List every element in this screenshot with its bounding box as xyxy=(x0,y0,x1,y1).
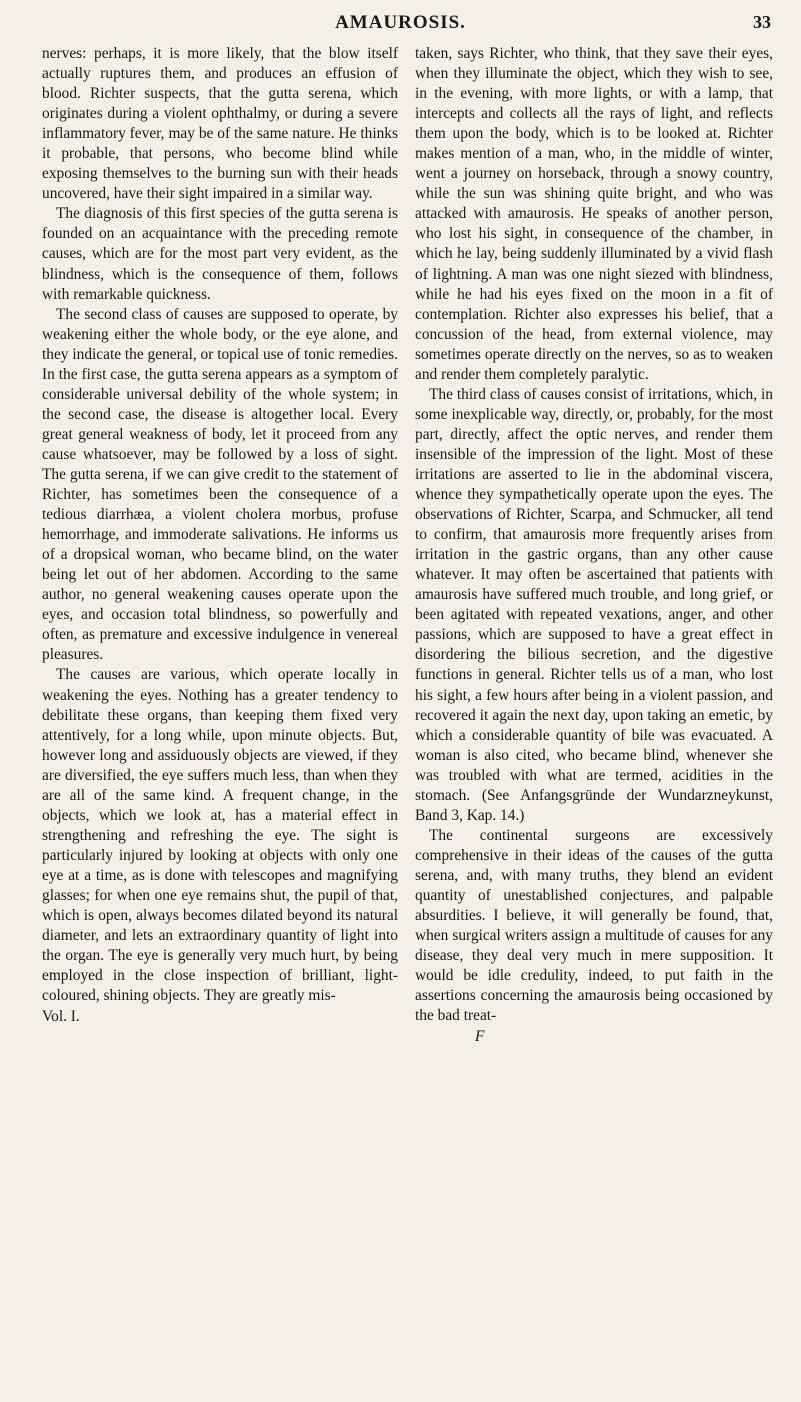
paragraph: The causes are various, which operate locally in weakening the eyes. Nothing has a greater tendency to debilitate these organs, than keeping them fixed very attentively, for a long while, upon minute objects. But, however long and assiduously objects are viewed, if they are diversified, the eye suffers much less, than when they are all of the same kind. A frequent change, in the objects, which we look at, has a material effect in strengthening and refreshing the eye. The sight is particularly injured by looking at objects with only one eye at a time, as is done with telescopes and magnifying glasses; for when one eye remains shut, the pupil of that, which is open, always becomes dilated beyond its natural diameter, and lets an extraordinary quantity of light into the organ. The eye is generally very much hurt, by being employed in the close inspection of brilliant, light-coloured, shining objects. They are greatly mis- xyxy=(42,666,398,1005)
paragraph: The continental surgeons are excessively comprehensive in their ideas of the causes of the gutta serena, and, with many truths, they blend an evident quantity of unestablished conjectures, and palpable absurdities. I believe, it will generally be found, that, when surgical writers assign a multitude of causes for any disease, they deal very much in mere supposition. It would be idle credulity, indeed, to put faith in the assertions concerning the amaurosis being occasioned by the bad treat- xyxy=(415,826,773,1025)
signature-mark-row xyxy=(415,1027,773,1047)
page-header xyxy=(0,10,801,36)
signature-mark: F xyxy=(475,1028,485,1046)
paragraph: The diagnosis of this first species of the gutta serena is founded on an acquaintance with the preceding remote causes, which are for the most part very evident, as the blindness, which is the consequence of them, follows with remarkable quickness. xyxy=(42,205,398,303)
running-head: AMAUROSIS. xyxy=(335,12,466,33)
paragraph: taken, says Richter, who think, that they save their eyes, when they illuminate the object, which they wish to see, in the evening, with more lights, or with a lamp, that intercepts and collects all the rays of light, and reflects them upon the body, which is to be looked at. Richter makes mention of a man, who, in the middle of winter, went a journey on horseback, through a snowy country, while the sun was shining quite bright, and who was attacked with amaurosis. He speaks of another person, who lost his sight, in consequence of the chamber, in which he lay, being suddenly illuminated by a vivid flash of lightning. A man was one night siezed with blindness, while he had his eyes fixed on the moon in a fit of contemplation. Richter also expresses his belief, that a concussion of the head, from external violence, may sometimes operate directly on the nerves, so as to weaken and render them completely paralytic. xyxy=(415,45,773,383)
left-column xyxy=(42,44,398,1027)
page-number: 33 xyxy=(753,12,771,32)
paragraph: nerves: perhaps, it is more likely, that the blow itself actually ruptures them, and produces an effusion of blood. Richter suspects, that the gutta serena, which originates during a violent ophthalmy, or during a severe inflammatory fever, may be of the same nature. He thinks it probable, that persons, who become blind while exposing themselves to the burning sun with their heads uncovered, have their sight impaired in a similar way. xyxy=(42,45,398,203)
paragraph: The third class of causes consist of irritations, which, in some inexplicable way, directly, or, probably, for the most part, directly, affect the optic nerves, and render them insensible of the impression of the light. Most of these irritations are asserted to lie in the abdominal viscera, whence they sympathetically operate upon the eyes. The observations of Richter, Scarpa, and Schmucker, all tend to confirm, that amaurosis more frequently arises from irritation in the gastric organs, than any other cause whatever. It may often be ascertained that patients with amaurosis have suffered much trouble, and long grief, or been agitated with repeated vexations, anger, and other passions, which are supposed to have a great effect in disordering the bilious secretion, and the digestive functions in general. Richter tells us of a man, who lost his sight, a few hours after being in a violent passion, and recovered it again the next day, upon taking an emetic, by which a considerable quantity of bile was evacuated. A woman is also cited, who became blind, whenever she was troubled with what are termed, acidities in the stomach. (See Anfangsgründe der Wundarzneykunst, Band 3, Kap. 14.) xyxy=(415,385,773,824)
right-column xyxy=(415,44,773,1047)
paragraph: The second class of causes are supposed to operate, by weakening either the whole body, or the eye alone, and they indicate the general, or topical use of tonic remedies. In the first case, the gutta serena appears as a symptom of considerable universal debility of the whole system; in the second case, the disease is altogether local. Every great general weakness of body, let it proceed from any cause whatsoever, may be followed by a loss of sight. The gutta serena, if we can give credit to the statement of Richter, has sometimes been the consequence of a tedious diarrhæa, a violent cholera morbus, profuse hemorrhage, and immoderate salivations. He informs us of a dropsical woman, who became blind, on the water being let out of her abdomen. According to the same author, no general weakening causes operate upon the eyes, and occasion total blindness, so powerfully and often, as premature and excessive indulgence in venereal pleasures. xyxy=(42,305,398,664)
volume-label: Vol. I. xyxy=(42,1008,80,1026)
